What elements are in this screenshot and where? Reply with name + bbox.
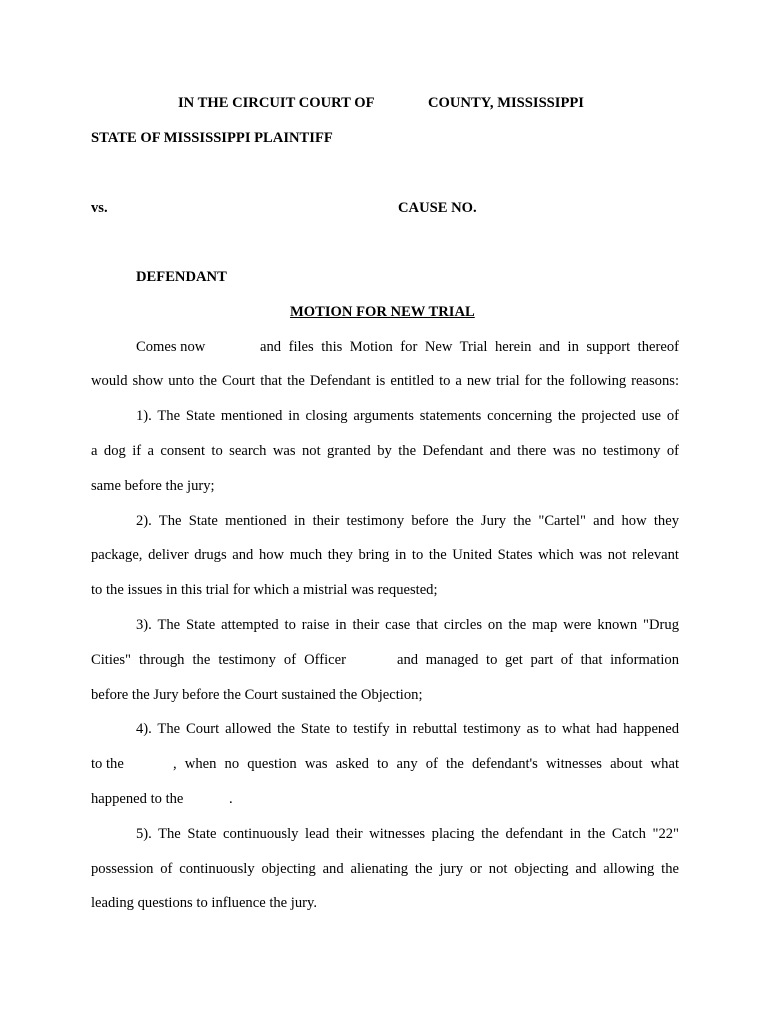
- court-heading-left: IN THE CIRCUIT COURT OF: [178, 95, 375, 111]
- item4-line3-start: happened to the: [91, 791, 184, 807]
- item1-line1: 1). The State mentioned in closing arguments statements concerning the projected use of: [136, 408, 679, 424]
- versus-label: vs.: [91, 200, 108, 216]
- intro-line1-end: and files this Motion for New Trial herein and in support thereof: [260, 339, 679, 355]
- item5-line1: 5). The State continuously lead their witnesses placing the defendant in the Catch "22": [136, 826, 679, 842]
- court-heading-right: COUNTY, MISSISSIPPI: [428, 95, 584, 111]
- item3-line3: before the Jury before the Court sustained the Objection;: [91, 687, 423, 703]
- intro-line2: would show unto the Court that the Defendant is entitled to a new trial for the following reasons:: [91, 373, 679, 389]
- item2-line1: 2). The State mentioned in their testimony before the Jury the "Cartel" and how they: [136, 513, 679, 529]
- intro-line1-start: Comes now: [136, 339, 206, 355]
- item3-line2-end: and managed to get part of that information: [397, 652, 679, 668]
- item5-line2: possession of continuously objecting and alienating the jury or not objecting and allowing the: [91, 861, 679, 877]
- motion-title: MOTION FOR NEW TRIAL: [290, 304, 475, 320]
- item4-line2-start: to the: [91, 756, 124, 772]
- item2-line2: package, deliver drugs and how much they bring in to the United States which was not relevant: [91, 547, 679, 563]
- item2-line3: to the issues in this trial for which a mistrial was requested;: [91, 582, 438, 598]
- item4-line1: 4). The Court allowed the State to testify in rebuttal testimony as to what had happened: [136, 721, 679, 737]
- item3-line2-start: Cities" through the testimony of Officer: [91, 652, 346, 668]
- item5-line3: leading questions to influence the jury.: [91, 895, 318, 911]
- item1-line3: same before the jury;: [91, 478, 215, 494]
- item4-line3-end: .: [229, 791, 233, 807]
- defendant-label: DEFENDANT: [136, 269, 227, 285]
- item4-line2-end: , when no question was asked to any of the defendant's witnesses about what: [173, 756, 679, 772]
- item3-line1: 3). The State attempted to raise in their case that circles on the map were known "Drug: [136, 617, 679, 633]
- item1-line2: a dog if a consent to search was not granted by the Defendant and there was no testimony of: [91, 443, 679, 459]
- plaintiff-line: STATE OF MISSISSIPPI PLAINTIFF: [91, 130, 333, 146]
- cause-number-label: CAUSE NO.: [398, 200, 477, 216]
